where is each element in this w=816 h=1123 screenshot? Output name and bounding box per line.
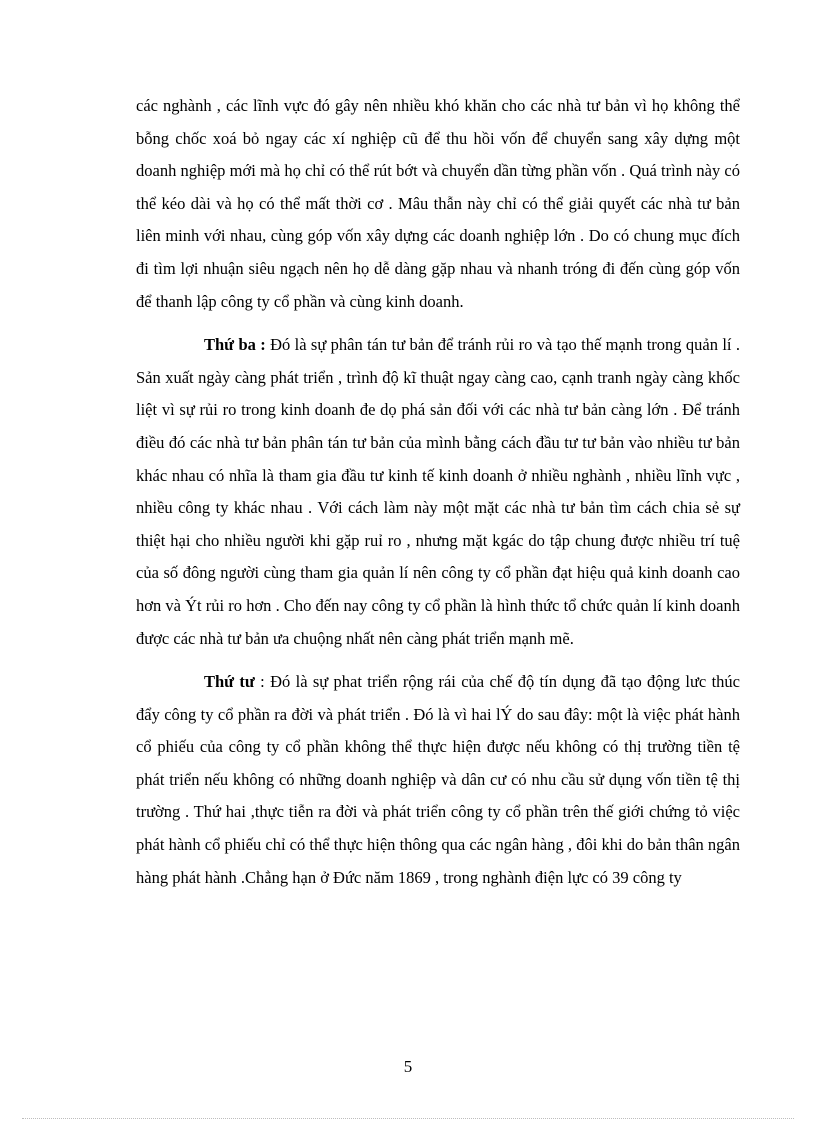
paragraph-text: Đó là sự phân tán tư bản để tránh rủi ro và tạo thế mạnh trong quản lí . Sản xuất ngày càng phát triển , trình độ kĩ thuật ngay càng cao, cạnh tranh ngày càng khốc liệt vì sự rủi ro trong kinh doanh đe dọ phá sản đối với các nhà tư bản càng lớn . Để tránh điều đó các nhà tư bản phân tán tư bản của mình bằng cách đầu tư tư bản vào nhiều tư bản khác nhau có nhĩa là tham gia đầu tư kinh tế kinh doanh ở nhiều nghành , nhiều lĩnh vực , nhiều công ty khác nhau . Với cách làm này một mặt các nhà tư bản tìm cách chia sẻ sự thiệt hại cho nhiều người khi gặp ruỉ ro , nhưng mặt kgác do tập chung được nhiều trí tuệ của số đông người cùng tham gia quản lí nên công ty cổ phần đạt hiệu quả kinh doanh cao hơn và Ýt rủi ro hơn . Cho đến nay công ty cổ phần là hình thức tổ chức quản lí kinh doanh được các nhà tư bản ưa chuộng nhất nên càng phát triển mạnh mẽ. (136, 335, 741, 648)
paragraph-text: : Đó là sự phat triển rộng rái của chế độ tín dụng đã tạo động lưc thúc đẩy công ty cổ phần ra đời và phát triển . Đó là vì hai lÝ do sau đây: một là việc phát hành cổ phiếu của công ty cổ phần không thể thực hiện được nếu không có thị trường tiền tệ phát triển nếu không có những doanh nghiệp và dân cư có nhu cầu sử dụng vốn tiền tệ thị trường . Thứ hai ,thực tiễn ra đời và phát triển công ty cổ phần trên thế giới chứng tỏ việc phát hành cổ phiếu chỉ có thể thực hiện thông qua các ngân hàng , đôi khi do bản thân ngân hàng phát hành .Chẳng hạn ở Đức năm 1869 , trong nghành điện lực có 39 công ty (136, 672, 741, 887)
paragraph-lead: Thứ tư (204, 672, 255, 692)
body-text (136, 90, 740, 894)
paragraph-thu-tu (136, 666, 740, 894)
paragraph-lead: Thứ ba : (204, 335, 266, 355)
footer-divider (22, 1118, 794, 1119)
paragraph-text: các nghành , các lĩnh vực đó gây nên nhiều khó khăn cho các nhà tư bản vì họ không thể bỗng chốc xoá bỏ ngay các xí nghiệp cũ để thu hồi vốn để chuyển sang xây dựng một doanh nghiệp mới mà họ chỉ có thể rút bớt và chuyển dần từng phần vốn . Quá trình này có thể kéo dài và họ có thể mất thời cơ . Mâu thẫn này chỉ có thể giải quyết các nhà tư bản liên minh với nhau, cùng góp vốn xây dựng các doanh nghiệp lớn . Do có chung mục đích đi tìm lợi nhuận siêu ngạch nên họ dễ dàng gặp nhau và nhanh tróng đi đến cùng góp vốn để thanh lập công ty cổ phần và cùng kinh doanh. (136, 96, 740, 311)
paragraph-thu-ba (136, 329, 740, 655)
paragraph-continuation (136, 90, 740, 318)
page-number: 5 (403, 1057, 413, 1076)
